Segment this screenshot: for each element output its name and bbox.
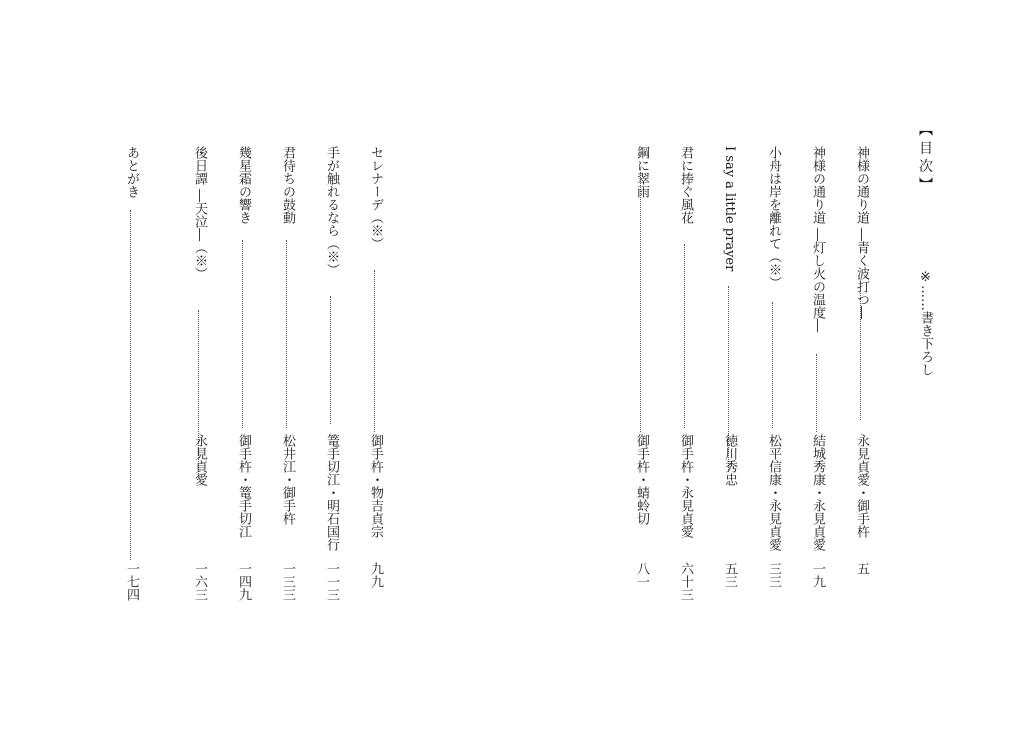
toc-entry-title: 君に捧ぐ風花 <box>678 146 693 224</box>
toc-entry-title: 鋼に翠雨 <box>634 146 649 198</box>
toc-entry-author: 結城秀康・永見貞愛 <box>810 434 825 551</box>
toc-entry-author: 松平信康・永見貞愛 <box>766 434 781 551</box>
toc-entry-title: 小舟は岸を離れて（※） <box>766 146 781 289</box>
toc-entry-author: 永見貞愛・御手杵 <box>854 434 869 538</box>
toc-entry-page-number: 一六三 <box>192 562 207 601</box>
toc-entry-title: I say a little prayer <box>722 146 737 272</box>
toc-entry-page-number: 五三 <box>722 562 737 588</box>
toc-entry-author: 御手杵・篭手切江 <box>236 434 251 538</box>
toc-entry-title: 神様の通り道 ―灯し火の温度― <box>810 146 825 333</box>
toc-entry-author: 永見貞愛 <box>192 434 207 486</box>
toc-entry-page-number: 五 <box>854 562 869 575</box>
toc-leader-dots <box>130 210 131 560</box>
toc-entry-author: 徳川秀忠 <box>722 434 737 486</box>
toc-entry-title: 幾星霜の響き <box>236 146 251 224</box>
toc-entry-title: 手が触れるなら（※） <box>324 146 339 276</box>
toc-entry-page-number: 三三 <box>766 562 781 588</box>
toc-entry-page-number: 六十三 <box>678 562 693 601</box>
toc-leader-dots <box>286 240 287 428</box>
toc-entry-page-number: 一四九 <box>236 562 251 601</box>
toc-entry-author: 御手杵・蜻蛉切 <box>634 434 649 525</box>
toc-entry-page-number: 一七四 <box>124 562 139 601</box>
toc-leader-dots <box>772 302 773 428</box>
toc-leader-dots <box>640 172 641 432</box>
toc-entry-author: 御手杵・物吉貞宗 <box>368 434 383 538</box>
toc-entry-author: 篭手切江・明石国行 <box>324 434 339 551</box>
toc-leader-dots <box>242 240 243 428</box>
toc-entry-title: 後日譚 ―天泣―（※） <box>192 146 207 281</box>
toc-entry-author: 御手杵・永見貞愛 <box>678 434 693 538</box>
toc-entry-title: 君待ちの鼓動 <box>280 146 295 224</box>
toc-leader-dots <box>330 296 331 424</box>
toc-entry-author: 松井江・御手杵 <box>280 434 295 525</box>
toc-leader-dots <box>860 290 861 420</box>
toc-entry-title: 神様の通り道 ―青く波打つ― <box>854 146 869 320</box>
toc-entry-page-number: 一九 <box>810 562 825 588</box>
toc-heading: 【 目 次 】 <box>917 122 933 192</box>
toc-leader-dots <box>374 270 375 432</box>
toc-leader-dots <box>816 354 817 432</box>
toc-entry-title: セレナーデ（※） <box>368 146 383 250</box>
toc-entry-page-number: 一一三 <box>324 562 339 601</box>
toc-note: ※……書き下ろし <box>918 270 933 376</box>
toc-entry-page-number: 一三三 <box>280 562 295 601</box>
toc-entry-title: あとがき <box>124 146 139 198</box>
toc-entry-page-number: 九九 <box>368 562 383 588</box>
toc-entry-page-number: 八一 <box>634 562 649 588</box>
toc-leader-dots <box>684 244 685 428</box>
